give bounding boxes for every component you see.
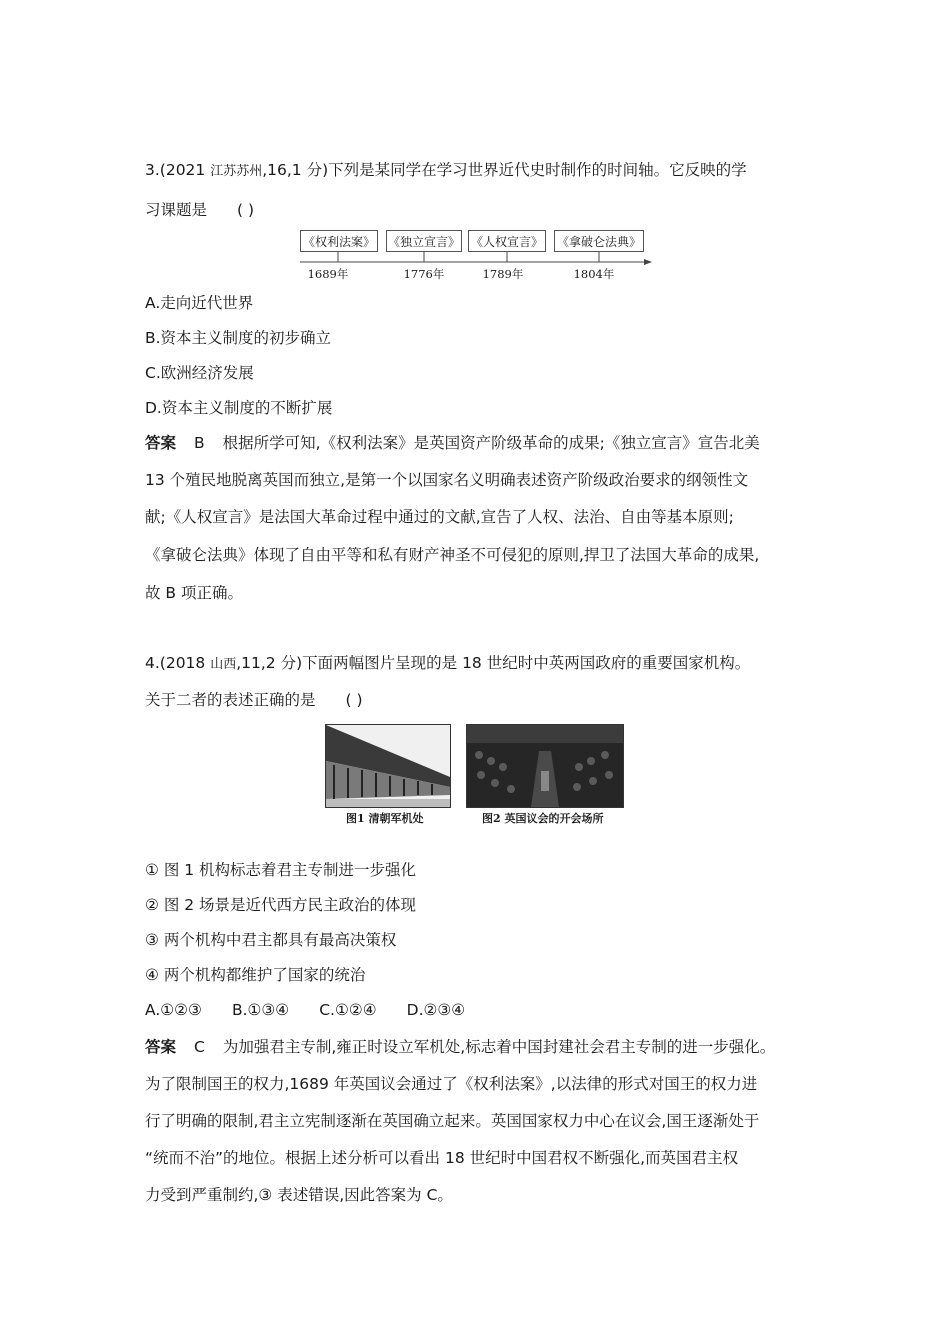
q4-stem-text2: 关于二者的表述正确的是 <box>145 691 316 709</box>
q4-answer-label: 答案 <box>145 1038 177 1056</box>
q4-stem-line1 <box>145 653 750 675</box>
q4-explanation-1: 为加强君主专制,雍正时设立军机处,标志着中国封建社会君主专制的进一步强化。 <box>222 1038 776 1056</box>
q4-explanation-2: 为了限制国王的权力,1689 年英国议会通过了《权利法案》,以法律的形式对国王的权力进 <box>145 1075 758 1093</box>
timeline-event-3: 《人权宣言》 <box>468 230 546 252</box>
timeline-event-4: 《拿破仑法典》 <box>554 230 644 252</box>
q4-answer-blank: ( ) <box>345 691 363 709</box>
q4-option-b: B.①③④ <box>231 1001 290 1019</box>
q3-number: 3.(2021 <box>145 161 211 179</box>
q4-number: 4.(2018 <box>145 654 211 672</box>
q3-stem-text: ,16,1 分)下列是某同学在学习世界近代史时制作的时间轴。它反映的学 <box>262 161 747 179</box>
q3-stem-text2: 习课题是 <box>145 201 208 219</box>
q3-answer-label: 答案 <box>145 434 177 452</box>
q3-option-d: D.资本主义制度的不断扩展 <box>145 399 333 417</box>
q4-explanation-5: 力受到严重制约,③ 表述错误,因此答案为 C。 <box>145 1186 453 1204</box>
q3-answer-blank: ( ) <box>237 201 255 219</box>
q3-explanation-4: 《拿破仑法典》体现了自由平等和私有财产神圣不可侵犯的原则,捍卫了法国大革命的成果, <box>145 546 760 564</box>
q3-explanation-1: 根据所学可知,《权利法案》是英国资产阶级革命的成果;《独立宣言》宣告北美 <box>222 434 760 452</box>
q3-option-a: A.走向近代世界 <box>145 294 254 312</box>
q4-options <box>145 1000 465 1020</box>
figure-2-photo <box>466 724 624 808</box>
q3-source: 江苏苏州 <box>210 164 263 179</box>
q4-statement-2: ② 图 2 场景是近代西方民主政治的体现 <box>145 896 417 914</box>
q4-statement-1: ① 图 1 机构标志着君主专制进一步强化 <box>145 861 417 879</box>
figure-2-caption: 图2 英国议会的开会场所 <box>482 812 604 825</box>
q4-explanation-4: “统而不治”的地位。根据上述分析可以看出 18 世纪时中国君权不断强化,而英国君主权 <box>145 1149 739 1167</box>
q4-option-d: D.②③④ <box>406 1001 466 1019</box>
q4-stem-text: ,11,2 分)下面两幅图片呈现的是 18 世纪时中英两国政府的重要国家机构。 <box>236 654 751 672</box>
figure-1-caption: 图1 清朝军机处 <box>346 812 424 825</box>
figure-1-photo <box>325 724 451 808</box>
q3-stem-line1 <box>145 160 747 182</box>
timeline-year-3: 1789年 <box>482 267 524 281</box>
q3-explanation-3: 献;《人权宣言》是法国大革命过程中通过的文献,宣告了人权、法治、自由等基本原则; <box>145 508 734 526</box>
q4-option-a: A.①②③ <box>145 1001 202 1019</box>
timeline-event-2: 《独立宣言》 <box>386 230 462 252</box>
q4-explanation-3: 行了明确的限制,君主立宪制逐渐在英国确立起来。英国国家权力中心在议会,国王逐渐处于 <box>145 1112 760 1130</box>
q3-answer-line1 <box>145 433 760 453</box>
q3-explanation-5: 故 B 项正确。 <box>145 584 243 602</box>
timeline-year-1: 1689年 <box>307 267 349 281</box>
timeline-event-1: 《权利法案》 <box>300 230 378 252</box>
q3-answer-key: B <box>194 434 205 452</box>
q4-answer-key: C <box>194 1038 205 1056</box>
q4-answer-line1 <box>145 1037 775 1057</box>
q4-source: 山西 <box>210 657 237 672</box>
q4-option-c: C.①②④ <box>319 1001 377 1019</box>
timeline-year-4: 1804年 <box>573 267 615 281</box>
q4-statement-3: ③ 两个机构中君主都具有最高决策权 <box>145 931 397 949</box>
q3-stem-line2 <box>145 200 254 220</box>
q3-explanation-2: 13 个殖民地脱离英国而独立,是第一个以国家名义明确表述资产阶级政治要求的纲领性文 <box>145 471 749 489</box>
q3-option-b: B.资本主义制度的初步确立 <box>145 329 332 347</box>
q3-option-c: C.欧洲经济发展 <box>145 364 254 382</box>
q4-statement-4: ④ 两个机构都维护了国家的统治 <box>145 966 366 984</box>
q4-stem-line2 <box>145 690 363 710</box>
timeline-year-2: 1776年 <box>403 267 445 281</box>
